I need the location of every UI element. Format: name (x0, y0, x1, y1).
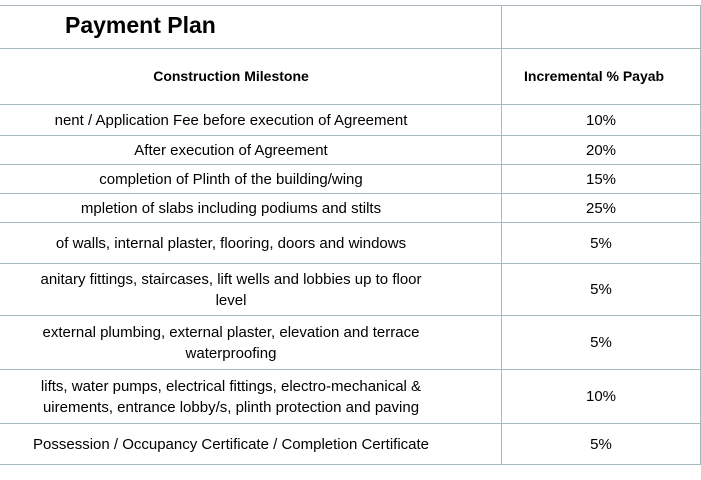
milestone-text: After execution of Agreement (134, 141, 328, 159)
milestone-cell (0, 223, 502, 264)
table-row (0, 194, 701, 223)
milestone-text: external plumbing, external plaster, elevation and terrace (42, 323, 420, 341)
header-row (0, 49, 701, 105)
column-header-payable: Incremental % Payab (502, 49, 701, 105)
milestone-text: anitary fittings, staircases, lift wells and lobbies up to floor (40, 270, 422, 288)
percent-cell: 20% (502, 136, 701, 165)
percent-cell: 5% (502, 316, 701, 370)
title-row (0, 6, 701, 49)
milestone-text: mpletion of slabs including podiums and stilts (80, 199, 382, 217)
table-row (0, 165, 701, 194)
milestone-cell (0, 264, 502, 316)
milestone-cell (0, 165, 502, 194)
milestone-text: Possession / Occupancy Certificate / Completion Certificate (33, 435, 429, 453)
percent-cell: 5% (502, 264, 701, 316)
milestone-text: of walls, internal plaster, flooring, doors and windows (55, 234, 407, 252)
column-header-milestone: Construction Milestone (0, 49, 502, 105)
table-row (0, 316, 701, 370)
table-row (0, 223, 701, 264)
table-row (0, 370, 701, 424)
table-row (0, 105, 701, 136)
milestone-cell (0, 370, 502, 424)
milestone-text: waterproofing (185, 344, 277, 362)
milestone-text: level (215, 291, 247, 309)
percent-cell: 10% (502, 105, 701, 136)
milestone-cell (0, 105, 502, 136)
table-row (0, 424, 701, 465)
milestone-cell (0, 136, 502, 165)
table-row (0, 264, 701, 316)
milestone-text: completion of Plinth of the building/wing (99, 170, 363, 188)
table-title: Payment Plan (65, 12, 216, 38)
percent-cell: 25% (502, 194, 701, 223)
milestone-cell (0, 424, 502, 465)
percent-cell: 5% (502, 424, 701, 465)
milestone-cell (0, 194, 502, 223)
milestone-text: lifts, water pumps, electrical fittings, electro-mechanical & (40, 377, 422, 395)
percent-cell: 15% (502, 165, 701, 194)
payment-plan-table (0, 5, 701, 465)
percent-cell: 5% (502, 223, 701, 264)
milestone-cell (0, 316, 502, 370)
milestone-text: uirements, entrance lobby/s, plinth protection and paving (42, 398, 420, 416)
percent-cell: 10% (502, 370, 701, 424)
table-row (0, 136, 701, 165)
milestone-text: nent / Application Fee before execution of Agreement (54, 111, 408, 129)
title-empty-cell (502, 6, 701, 49)
title-cell (0, 6, 502, 49)
